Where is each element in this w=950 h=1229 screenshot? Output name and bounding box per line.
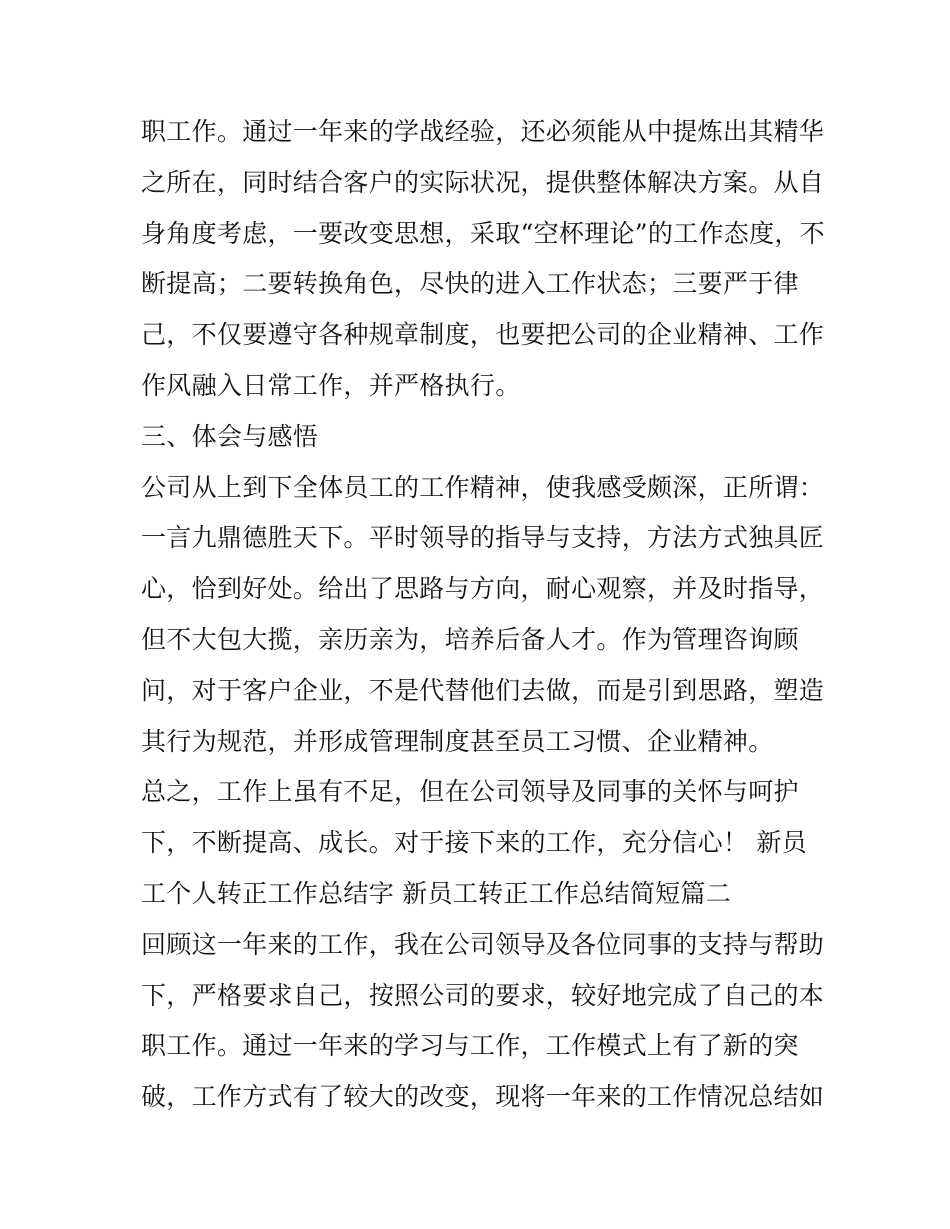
text-line: 回顾这一年来的工作，我在公司领导及各位同事的支持与帮助 — [141, 929, 825, 959]
section-heading: 三、体会与感悟 — [141, 421, 319, 451]
text-line: 总之，工作上虽有不足，但在公司领导及同事的关怀与呵护 — [141, 777, 799, 807]
text-line: 职工作。通过一年来的学战经验，还必须能从中提炼出其精华 — [141, 117, 825, 146]
text-line: 下，严格要求自己，按照公司的要求，较好地完成了自己的本 — [141, 980, 825, 1010]
text-line: 心，恰到好处。给出了思路与方向，耐心观察，并及时指导， — [141, 574, 825, 604]
text-line: 公司从上到下全体员工的工作精神，使我感受颇深，正所谓： — [141, 472, 825, 502]
text-line: 身角度考虑，一要改变思想，采取“空杯理论”的工作态度，不 — [141, 218, 825, 248]
text-line: 下，不断提高、成长。对于接下来的工作，充分信心！ 新员 — [141, 828, 808, 858]
text-line: 破，工作方式有了较大的改变，现将一年来的工作情况总结如 — [141, 1082, 825, 1112]
text-line: 但不大包大揽，亲历亲为，培养后备人才。作为管理咨询顾 — [141, 624, 799, 654]
text-line: 断提高；二要转换角色，尽快的进入工作状态；三要严于律 — [141, 269, 799, 299]
text-line: 问，对于客户企业，不是代替他们去做，而是引到思路，塑造 — [141, 675, 825, 705]
text-line: 作风融入日常工作，并严格执行。 — [141, 370, 521, 400]
body-text — [141, 107, 825, 1123]
text-line: 其行为规范，并形成管理制度甚至员工习惯、企业精神。 — [141, 726, 774, 756]
text-line: 一言九鼎德胜天下。平时领导的指导与支持，方法方式独具匠 — [141, 523, 825, 553]
text-line: 工个人转正工作总结字 新员工转正工作总结简短篇二 — [141, 878, 732, 908]
text-line: 职工作。通过一年来的学习与工作，工作模式上有了新的突 — [141, 1031, 799, 1061]
text-line: 己，不仅要遵守各种规章制度，也要把公司的企业精神、工作 — [141, 320, 825, 350]
text-line: 之所在，同时结合客户的实际状况，提供整体解决方案。从自 — [141, 167, 825, 197]
